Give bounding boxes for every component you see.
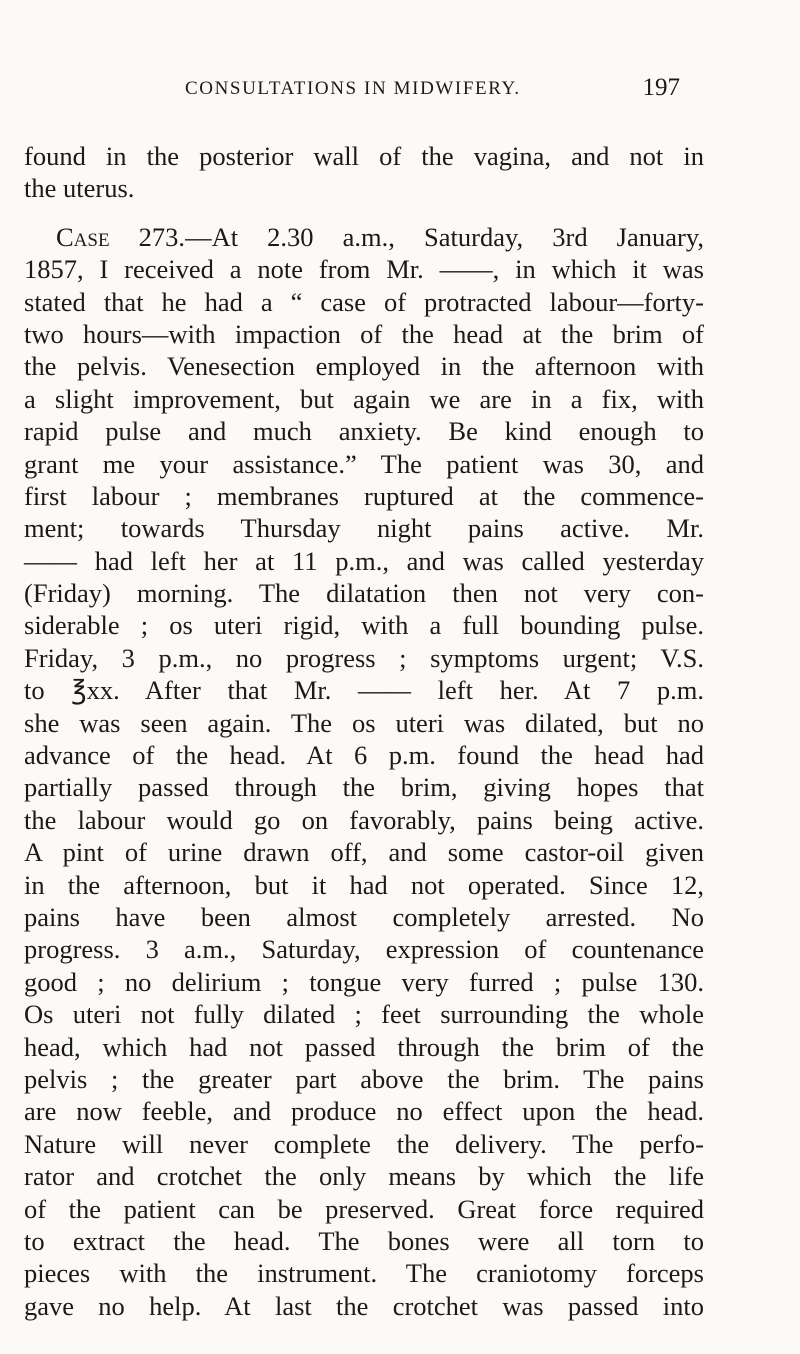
text-line: stated that he had a “ case of protracted labour—forty-: [24, 286, 704, 317]
text-line: a slight improvement, but again we are in a fix, with: [24, 383, 704, 414]
case-intro-text: —At 2.30 a.m., Saturday, 3rd January,: [185, 221, 704, 252]
text-line: A pint of urine drawn off, and some castor-oil given: [24, 837, 704, 868]
text-line: to extract the head. The bones were all torn to: [24, 1225, 704, 1256]
text-line: siderable ; os uteri rigid, with a full bounding pulse.: [24, 610, 704, 641]
text-line: are now feeble, and produce no effect upon the head.: [24, 1096, 704, 1127]
text-line: grant me your assistance.” The patient was 30, and: [24, 448, 704, 479]
text-line: ment; towards Thursday night pains active. Mr.: [24, 513, 704, 544]
text-line: first labour ; membranes ruptured at the commence-: [24, 480, 704, 511]
running-head: [60, 76, 680, 106]
case-label: Case 273.: [56, 221, 186, 252]
text-line: good ; no delirium ; tongue very furred ; pulse 130.: [24, 966, 704, 997]
paragraph-1: [24, 140, 704, 205]
text-line: rapid pulse and much anxiety. Be kind enough to: [24, 416, 704, 447]
text-line: 1857, I received a note from Mr. ——, in which it was: [24, 254, 704, 285]
text-line: —— had left her at 11 p.m., and was called yesterday: [24, 545, 704, 576]
text-line: Nature will never complete the delivery. The perfo-: [24, 1128, 704, 1159]
running-title: CONSULTATIONS IN MIDWIFERY.: [185, 78, 521, 99]
text-line: the uterus.: [24, 173, 135, 204]
text-line: the pelvis. Venesection employed in the afternoon with: [24, 351, 704, 382]
text-line: to ℥xx. After that Mr. —— left her. At 7 p.m.: [24, 675, 704, 706]
body-text: [24, 140, 704, 1354]
text-line: Os uteri not fully dilated ; feet surrounding the whole: [24, 999, 704, 1030]
text-line: advance of the head. At 6 p.m. found the head had: [24, 740, 704, 771]
text-line: two hours—with impaction of the head at the brim of: [24, 318, 704, 349]
text-line: pains have been almost completely arrested. No: [24, 901, 704, 932]
page-number: 197: [642, 74, 680, 101]
text-line: head, which had not passed through the brim of the: [24, 1031, 704, 1062]
text-line: found in the posterior wall of the vagina, and not in: [24, 141, 704, 171]
text-line: in the afternoon, but it had not operated. Since 12,: [24, 869, 704, 900]
paragraph-gap: [24, 205, 704, 221]
text-line: the labour would go on favorably, pains being active.: [24, 804, 704, 835]
text-line: she was seen again. The os uteri was dilated, but no: [24, 707, 704, 738]
paragraph-case-273: [24, 221, 704, 1354]
text-line: pieces with the instrument. The craniotomy forceps: [24, 1258, 704, 1289]
text-line: [24, 1322, 704, 1354]
text-line: partially passed through the brim, giving hopes that: [24, 772, 704, 803]
text-line: [24, 221, 704, 253]
text-line: gave no help. At last the crotchet was passed into: [24, 1290, 704, 1321]
text-line: of the patient can be preserved. Great force required: [24, 1193, 704, 1224]
text-line: (Friday) morning. The dilatation then not very con-: [24, 578, 704, 609]
text-line: rator and crotchet the only means by which the life: [24, 1161, 704, 1192]
text-line: progress. 3 a.m., Saturday, expression of countenance: [24, 934, 704, 965]
text-line: Friday, 3 p.m., no progress ; symptoms urgent; V.S.: [24, 642, 704, 673]
text-line: pelvis ; the greater part above the brim. The pains: [24, 1063, 704, 1094]
